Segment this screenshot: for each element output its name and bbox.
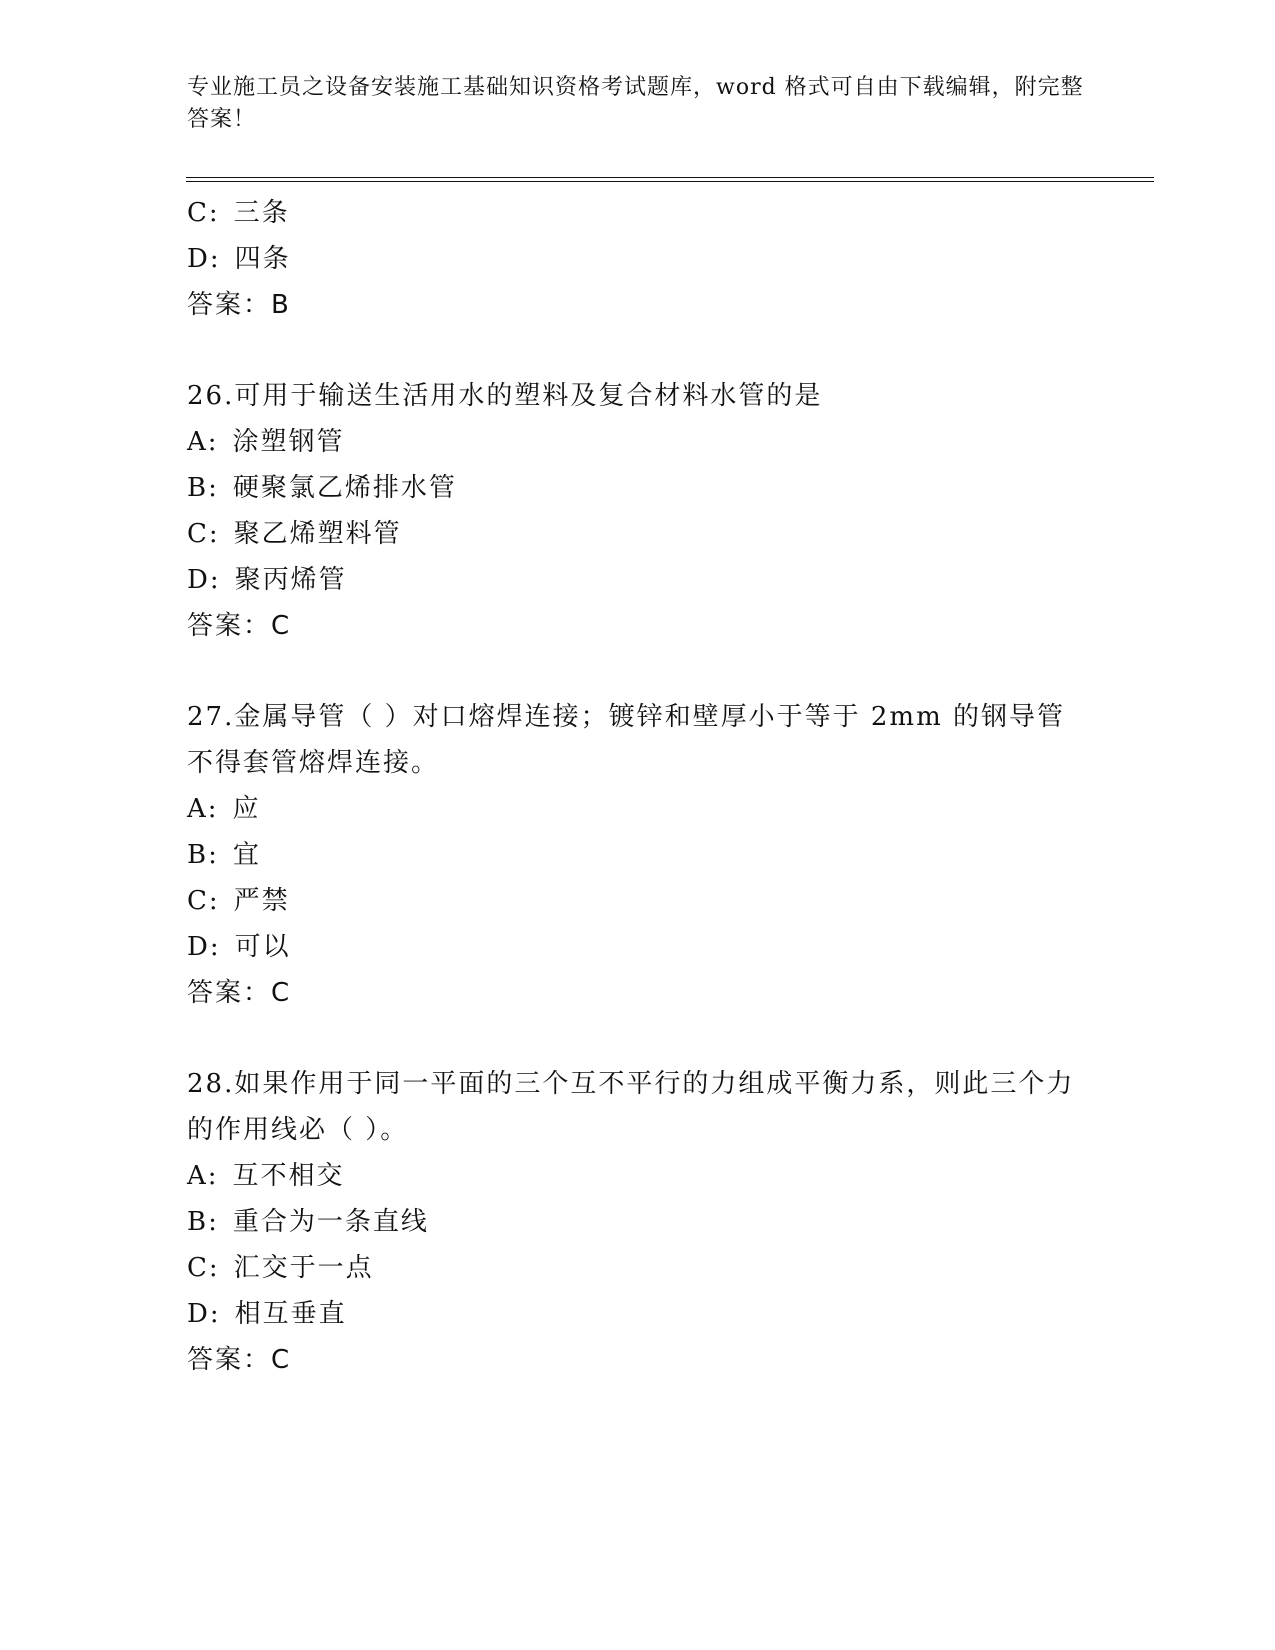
option-c	[187, 190, 1087, 236]
option-letter: C:	[187, 198, 220, 228]
question-28	[187, 1061, 1087, 1383]
option-letter: D:	[187, 1299, 221, 1329]
option-d	[187, 1291, 1087, 1337]
option-a	[187, 786, 1087, 832]
document-header-title: 专业施工员之设备安装施工基础知识资格考试题库，word 格式可自由下载编辑，附完整答案！	[187, 75, 1084, 132]
option-d	[187, 924, 1087, 970]
option-c	[187, 1245, 1087, 1291]
option-text: 应	[232, 794, 261, 824]
option-text: 严禁	[233, 886, 290, 916]
option-text: 重合为一条直线	[232, 1207, 429, 1237]
question-stem: 28.如果作用于同一平面的三个互不平行的力组成平衡力系，则此三个力的作用线必（ ）。	[187, 1069, 1075, 1145]
option-d	[187, 236, 1087, 282]
option-letter: B:	[187, 1207, 219, 1237]
answer-line: 答案：C	[187, 978, 292, 1008]
option-a	[187, 419, 1087, 465]
option-c	[187, 511, 1087, 557]
question-stem: 27.金属导管（ ）对口熔焊连接；镀锌和壁厚小于等于 2mm 的钢导管不得套管熔焊连接。	[187, 702, 1065, 778]
header-divider	[186, 177, 1154, 182]
option-text: 涂塑钢管	[232, 427, 345, 457]
question-27	[187, 694, 1087, 1016]
question-26	[187, 373, 1087, 649]
option-b	[187, 1199, 1087, 1245]
option-text: 宜	[232, 840, 261, 870]
option-text: 可以	[234, 932, 291, 962]
answer-line: 答案：B	[187, 290, 291, 320]
option-text: 聚丙烯管	[234, 565, 347, 595]
answer-line: 答案：C	[187, 1345, 292, 1375]
option-text: 硬聚氯乙烯排水管	[232, 473, 457, 503]
option-letter: A:	[187, 794, 219, 824]
option-letter: C:	[187, 1253, 220, 1283]
option-letter: A:	[187, 1161, 219, 1191]
option-text: 三条	[233, 198, 290, 228]
prev-question-block	[187, 190, 1087, 328]
option-text: 互不相交	[232, 1161, 345, 1191]
option-letter: D:	[187, 244, 221, 274]
option-letter: A:	[187, 427, 219, 457]
option-c	[187, 878, 1087, 924]
answer-line: 答案：C	[187, 611, 292, 641]
question-stem: 26.可用于输送生活用水的塑料及复合材料水管的是	[187, 381, 823, 411]
option-text: 四条	[234, 244, 291, 274]
option-text: 汇交于一点	[233, 1253, 374, 1283]
option-letter: B:	[187, 840, 219, 870]
option-d	[187, 557, 1087, 603]
option-text: 相互垂直	[234, 1299, 347, 1329]
option-text: 聚乙烯塑料管	[233, 519, 402, 549]
option-letter: B:	[187, 473, 219, 503]
option-b	[187, 832, 1087, 878]
option-letter: D:	[187, 932, 221, 962]
option-letter: C:	[187, 886, 220, 916]
option-a	[187, 1153, 1087, 1199]
option-letter: D:	[187, 565, 221, 595]
option-b	[187, 465, 1087, 511]
option-letter: C:	[187, 519, 220, 549]
question-content	[187, 190, 1087, 1383]
